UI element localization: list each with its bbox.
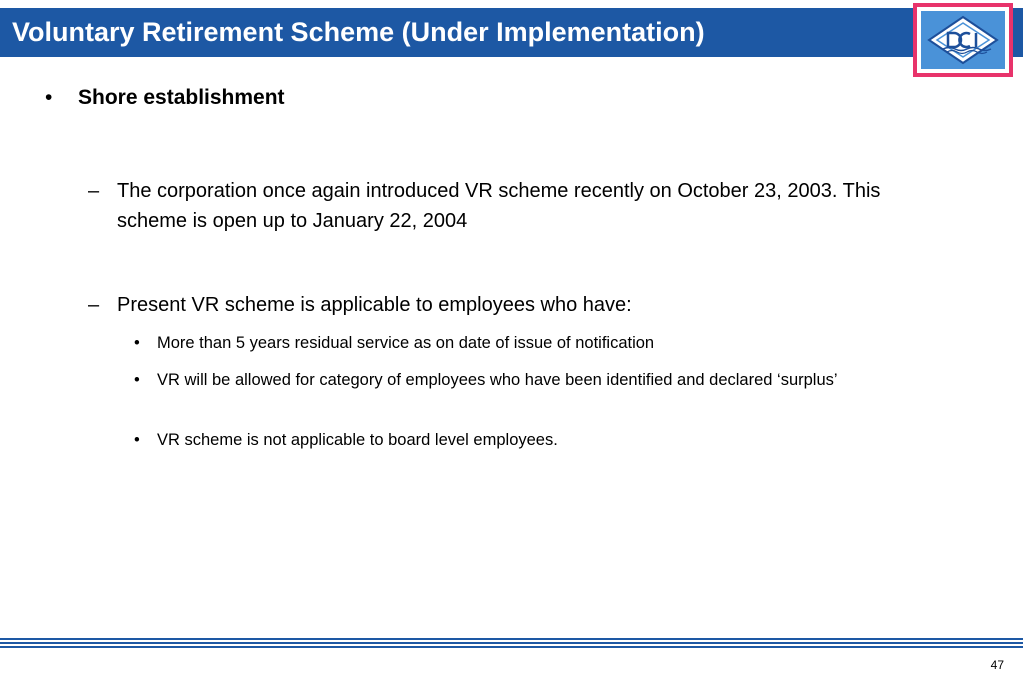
slide-title: Voluntary Retirement Scheme (Under Implementation): [12, 17, 705, 47]
logo-frame: [913, 3, 1013, 77]
bullet-symbol: •: [134, 431, 140, 449]
sub-list-item-text: More than 5 years residual service as on date of issue of notification: [157, 334, 655, 352]
page-number: 47: [990, 658, 1004, 672]
dci-logo-icon: [921, 11, 1005, 69]
list-item-text: The corporation once again introduced VR scheme recently on October 23, 2003. This scheme is open up to January 22, 2004: [117, 180, 881, 232]
dci-logo-graphic: [921, 11, 1005, 69]
dash-symbol: –: [88, 294, 100, 316]
list-item-text: Present VR scheme is applicable to employees who have:: [117, 294, 632, 316]
bullet-symbol: •: [45, 86, 53, 109]
bullet-symbol: •: [134, 334, 140, 352]
dash-symbol: –: [88, 180, 100, 202]
footer-rule: [0, 638, 1023, 652]
bullet-symbol: •: [134, 371, 140, 389]
section-heading: Shore establishment: [78, 86, 285, 109]
sub-list-item-text: VR scheme is not applicable to board level employees.: [157, 431, 558, 449]
sub-list-item-text: VR will be allowed for category of employees who have been identified and declared ‘surplus’: [157, 371, 838, 389]
